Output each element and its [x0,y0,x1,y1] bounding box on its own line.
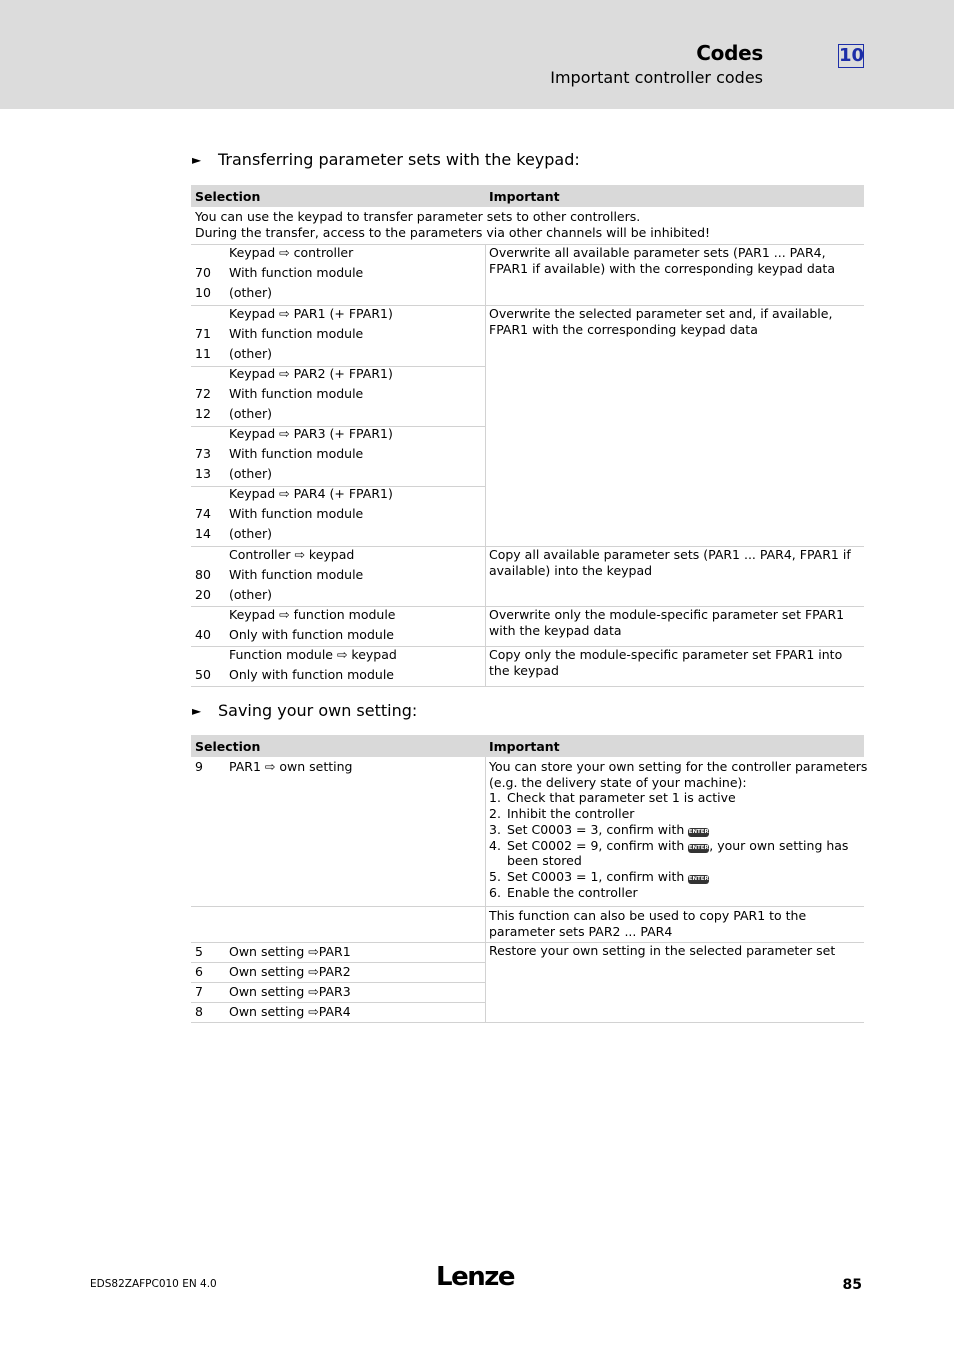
step: been stored [507,853,582,869]
selection-label: (other) [229,285,273,300]
selection-label: (other) [229,466,273,481]
enter-key-icon: ENTER [688,828,709,835]
selection-label: With function module [229,386,364,401]
transfer-table [191,185,864,687]
selection-number: 9 [195,759,203,774]
selection-title: Controller ⇨ keypad [229,547,355,562]
saving-table [191,735,868,1023]
page-number: 85 [842,1277,862,1293]
selection-label: (other) [229,346,273,361]
selection-label: With function module [229,506,364,521]
section-heading-transfer [192,150,580,169]
col-header-selection: Selection [195,739,261,754]
selection-title: Keypad ⇨ PAR3 (+ FPAR1) [229,426,393,441]
step: 5. Set C0003 = 1, confirm with ENTER [489,868,709,884]
selection-number: 80 [195,567,211,582]
section-heading-text: Saving your own setting: [218,701,418,720]
selection-label: With function module [229,265,364,280]
selection-label: Own setting ⇨PAR3 [229,984,351,999]
step: 3. Set C0003 = 3, confirm with ENTER [489,821,709,837]
chapter-subtitle: Important controller codes [550,68,763,87]
table-row-group [191,943,864,1023]
important-text: Copy only the module-specific parameter set FPAR1 into the keypad [489,647,843,678]
intro-line: (e.g. the delivery state of your machine): [489,774,747,790]
table-header [191,185,864,207]
selection-number: 72 [195,386,211,401]
selection-number: 20 [195,587,211,602]
selection-label: PAR1 ⇨ own setting [229,759,353,774]
intro-line: During the transfer, access to the parameters via other channels will be inhibited! [195,225,711,240]
selection-number: 13 [195,466,211,481]
selection-label: (other) [229,587,273,602]
table-row [191,1003,485,1022]
table-row [191,983,485,1003]
intro-row [191,207,864,245]
selection-number: 5 [195,944,203,959]
col-header-important: Important [489,739,560,754]
selection-number: 50 [195,667,211,682]
table-row [191,963,485,983]
selection-label: Only with function module [229,627,394,642]
selection-title: Keypad ⇨ PAR2 (+ FPAR1) [229,366,393,381]
selection-label: Own setting ⇨PAR1 [229,944,351,959]
enter-key-icon: ENTER [688,844,709,851]
enter-key-icon: ENTER [688,875,709,882]
lenze-logo: Lenze [436,1262,514,1292]
selection-number: 74 [195,506,211,521]
important-text: Overwrite the selected parameter set and, if available, FPAR1 with the corresponding keypad data [489,306,833,337]
important-text: Overwrite all available parameter sets (PAR1 ... PAR4, FPAR1 if available) with the corresponding keypad data [489,245,835,276]
section-heading-text: Transferring parameter sets with the keypad: [218,150,580,169]
selection-number: 14 [195,526,211,541]
selection-label: With function module [229,326,364,341]
col-header-important: Important [489,189,560,204]
selection-label: (other) [229,406,273,421]
document-id: EDS82ZAFPC010 EN 4.0 [90,1278,217,1290]
important-text: Overwrite only the module-specific parameter set FPAR1 with the keypad data [489,607,845,638]
important-text: Restore your own setting in the selected parameter set [489,943,836,958]
important-note: This function can also be used to copy PAR1 to the parameter sets PAR2 ... PAR4 [489,908,807,939]
table-row [191,607,864,647]
table-header [191,735,864,757]
selection-number: 8 [195,1004,203,1019]
step: 4. Set C0002 = 9, confirm with ENTER, your own setting has [489,837,849,853]
table-row [191,907,864,943]
selection-label: With function module [229,567,364,582]
selection-title: Function module ⇨ keypad [229,647,397,662]
section-heading-saving [192,701,417,720]
intro-line: You can use the keypad to transfer parameter sets to other controllers. [195,209,641,224]
chapter-title: Codes [696,41,763,65]
table-row [191,647,864,687]
selection-title: Keypad ⇨ controller [229,245,354,260]
selection-label: Only with function module [229,667,394,682]
table-row [191,366,485,427]
selection-number: 6 [195,964,203,979]
selection-label: Own setting ⇨PAR4 [229,1004,351,1019]
intro-line: You can store your own setting for the controller parameters [489,759,868,774]
selection-label: With function module [229,446,364,461]
selection-number: 7 [195,984,203,999]
selection-number: 11 [195,346,211,361]
table-row [191,547,864,607]
chapter-number-link[interactable]: 10 [839,45,865,66]
table-row [191,486,485,546]
procedure-steps [489,759,868,900]
step: 1. Check that parameter set 1 is active [489,790,736,806]
selection-label: (other) [229,526,273,541]
selection-number: 71 [195,326,211,341]
table-row-group [191,306,864,547]
selection-label: Own setting ⇨PAR2 [229,964,351,979]
selection-number: 12 [195,406,211,421]
important-text: Copy all available parameter sets (PAR1 ... PAR4, FPAR1 if available) into the keypad [489,547,851,578]
selection-title: Keypad ⇨ function module [229,607,396,622]
selection-title: Keypad ⇨ PAR1 (+ FPAR1) [229,306,393,321]
selection-number: 70 [195,265,211,280]
selection-title: Keypad ⇨ PAR4 (+ FPAR1) [229,486,393,501]
step: 2. Inhibit the controller [489,806,635,822]
table-row [191,943,485,963]
selection-number: 40 [195,627,211,642]
col-header-selection: Selection [195,189,261,204]
table-row [191,306,485,367]
step: 6. Enable the controller [489,884,638,900]
bullet-triangle-icon: ► [192,153,202,167]
table-row [191,757,868,907]
table-row [191,245,864,306]
bullet-triangle-icon: ► [192,704,202,718]
selection-number: 73 [195,446,211,461]
table-row [191,426,485,487]
header-band [0,0,954,109]
selection-number: 10 [195,285,211,300]
